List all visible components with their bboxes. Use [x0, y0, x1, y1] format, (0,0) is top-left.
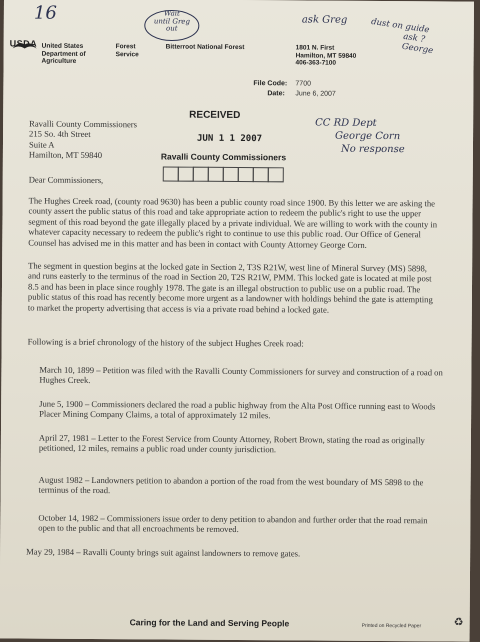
received-stamp-title: RECEIVED	[189, 109, 241, 122]
chronology-entry: May 29, 1984 – Ravalli County brings suit against landowners to remove gates.	[26, 546, 301, 559]
paragraph-segment: The segment in question begins at the locked gate in Section 2, T3S R21W, west line of Mineral Survey (MS) 5898, and runs easterly to the terminus of the road in Section 20, T2S R21W, PMM. This locked gate is located at mile post 8.5 and has been in place since roughly 1978. The gate is an illegal obstruction to public use on a public road. The public status of this road has recently become more urgent as a landowner with holdings behind the gate is attempting to market the property advertising that access is via a private road behind a locked gate.	[27, 260, 433, 315]
paragraph-intro: The Hughes Creek road, (county road 9630) has been a public county road since 1900. By this letter we are asking the county assert the public status of this road and take appropriate action to redeem the public's right to use the upper segment of this road beyond the gate illegally placed by a private individual. We are willing to work with the county in whatever capacity necessary to redeem the public's right to continue to use this public road. Our Office of General Counsel has advised me in this matter and has been in contact with County Attorney George Corn.	[28, 195, 438, 250]
handwritten-ask-greg: ask Greg	[301, 14, 348, 26]
forest-name: Bitterroot National Forest	[165, 43, 245, 52]
handwritten-page-number: 16	[33, 2, 57, 24]
chronology-entry: August 1982 – Landowners petition to abandon a portion of the road from the west boundary of MS 5898 to the terminus of the road.	[38, 474, 424, 496]
file-code-value: 7700	[295, 80, 312, 88]
chronology-entry: March 10, 1899 – Petition was filed with the Ravalli County Commissioners for survey and construction of a road on Hughes Creek.	[39, 364, 443, 386]
department-name: United States Department of Agriculture	[41, 42, 86, 65]
chronology-entry: April 27, 1981 – Letter to the Forest Service from County Attorney, Robert Brown, stating the road as originally petitioned, 12 miles, remains a public road under county jurisdiction.	[38, 432, 425, 455]
date-value: June 6, 2007	[295, 90, 336, 98]
paragraph-chronology-intro: Following is a brief chronology of the history of the subject Hughes Creek road:	[27, 336, 304, 349]
received-stamp-date: JUN 1 1 2007	[196, 133, 263, 145]
footer-motto: Caring for the Land and Serving People	[129, 617, 290, 629]
recipient-address: Ravalli County Commissioners 215 So. 4th Street Suite A Hamilton, MT 59840	[28, 118, 138, 161]
handwritten-cc-note: CC RD Dept George Corn No response	[315, 117, 405, 156]
chronology-entry: October 14, 1982 – Commissioners issue order to deny petition to abandon and further order that the road remain open to the public and that all encroachments be removed.	[38, 512, 428, 535]
office-address: 1801 N. First Hamilton, MT 59840 406-363-7100	[295, 44, 357, 67]
date-label: Date:	[267, 90, 285, 98]
file-code-label: File Code:	[253, 80, 288, 88]
service-name: Forest Service	[115, 43, 139, 58]
recycle-icon: ♻	[453, 615, 464, 629]
handwritten-guide-note: dust on guide ask ? George	[370, 16, 434, 57]
salutation: Dear Commissioners,	[28, 174, 104, 186]
handwritten-wait-note: Wait until Greg out	[153, 9, 190, 33]
received-stamp-org: Ravalli County Commissioners	[160, 151, 287, 163]
usda-label: USDA	[9, 38, 38, 49]
recycled-paper-note: Printed on Recycled Paper	[361, 622, 422, 630]
chronology-entry: June 5, 1900 – Commissioners declared the road a public highway from the Alta Post Office running east to Woods Placer Mining Company Claims, a total of approximately 12 miles.	[39, 398, 436, 421]
